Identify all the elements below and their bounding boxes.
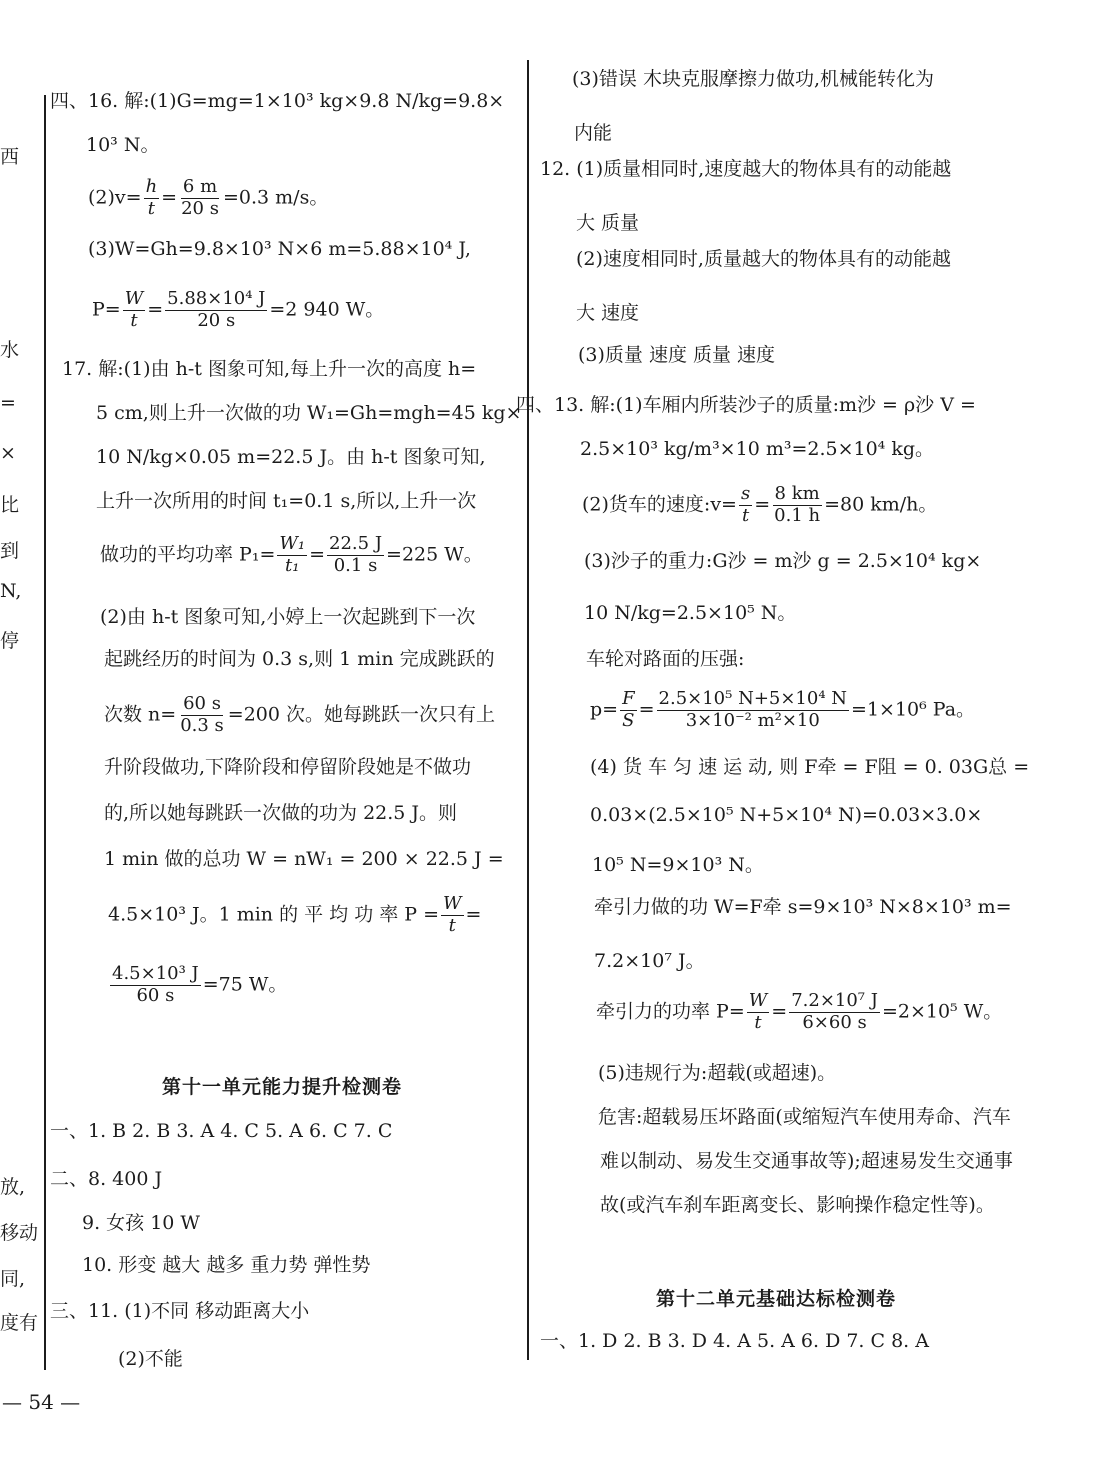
text: =1×10⁶ Pa。 — [851, 698, 976, 721]
edge-fragment: 到 — [0, 540, 20, 562]
q17-line: 10 N/kg×0.05 m=22.5 J。由 h-t 图象可知, — [96, 446, 486, 468]
text: = — [465, 903, 482, 926]
denominator: t₁ — [285, 554, 300, 576]
denominator: t — [741, 504, 750, 526]
denominator: t — [754, 1011, 762, 1033]
edge-fragment: 移动 — [0, 1222, 39, 1244]
numerator: 8 km — [774, 483, 820, 504]
text: =2×10⁵ W。 — [881, 1000, 1003, 1023]
edge-fragment: N, — [0, 580, 22, 602]
left-margin-rule — [44, 95, 46, 1370]
text: =2 940 W。 — [269, 298, 385, 321]
denominator: 0.3 s — [180, 714, 224, 736]
fraction — [739, 485, 752, 526]
edge-fragment: = — [0, 392, 16, 414]
numerator: 22.5 J — [329, 533, 383, 554]
numerator: F — [622, 688, 635, 709]
r-line: 危害:超载易压坏路面(或缩短汽车使用寿命、汽车 — [598, 1106, 1011, 1128]
fraction — [747, 992, 770, 1033]
text: 做功的平均功率 P₁= — [100, 543, 276, 566]
r-line: 四、13. 解:(1)车厢内所装沙子的质量:m沙 = ρ沙 V = — [516, 394, 976, 416]
edge-fragment: 度有 — [0, 1312, 39, 1334]
denominator: S — [622, 709, 635, 731]
q16-speed-line — [88, 178, 328, 219]
text: (2)v= — [88, 186, 142, 209]
fraction — [789, 992, 880, 1033]
text: = — [638, 698, 655, 721]
text: =200 次。她每跳跃一次只有上 — [227, 703, 496, 726]
numerator: s — [740, 483, 751, 504]
text: (2)货车的速度:v= — [582, 493, 737, 516]
unit12-title: 第十二单元基础达标检测卷 — [656, 1288, 897, 1310]
text: = — [161, 186, 178, 209]
text: = — [771, 1000, 788, 1023]
fraction — [144, 178, 160, 219]
r-speed-line — [582, 485, 937, 526]
q17-line: 1 min 做的总功 W = nW₁ = 200 × 22.5 J = — [104, 848, 504, 870]
r-line: (5)违规行为:超载(或超速)。 — [598, 1062, 837, 1084]
q17-line: 起跳经历的时间为 0.3 s,则 1 min 完成跳跃的 — [104, 648, 495, 670]
numerator: 4.5×10³ J — [112, 963, 199, 984]
text: = — [147, 298, 164, 321]
r-line: 12. (1)质量相同时,速度越大的物体具有的动能越 — [540, 158, 952, 180]
r-line: 牵引力做的功 W=F牵 s=9×10³ N×8×10³ m= — [594, 896, 1012, 918]
numerator: 5.88×10⁴ J — [167, 288, 266, 309]
r-line: 0.03×(2.5×10⁵ N+5×10⁴ N)=0.03×3.0× — [590, 804, 983, 826]
numerator: h — [145, 176, 158, 197]
r-line: 10 N/kg=2.5×10⁵ N。 — [584, 602, 797, 624]
numerator: 6 m — [182, 176, 218, 197]
q16-line: 10³ N。 — [86, 134, 160, 156]
text: P= — [92, 298, 121, 321]
numerator: 60 s — [183, 693, 221, 714]
q17-count-line — [104, 695, 495, 736]
q17-line: 的,所以她每跳跃一次做的功为 22.5 J。则 — [104, 802, 458, 824]
unit11-title: 第十一单元能力提升检测卷 — [162, 1076, 403, 1098]
numerator: W — [748, 990, 768, 1011]
edge-fragment: × — [0, 442, 16, 464]
r-line: 大 速度 — [576, 302, 640, 324]
r-line: (3)质量 速度 质量 速度 — [578, 344, 776, 366]
edge-fragment: 同, — [0, 1268, 26, 1290]
q17-line: 17. 解:(1)由 h-t 图象可知,每上升一次的高度 h= — [62, 358, 477, 380]
fraction — [165, 290, 267, 331]
denominator: t — [130, 309, 138, 331]
q17-line: (2)由 h-t 图象可知,小婷上一次起跳到下一次 — [100, 606, 476, 628]
fraction — [178, 695, 226, 736]
q17-avg-power-line — [108, 895, 481, 936]
numerator: W — [124, 288, 144, 309]
r-power-line — [596, 992, 1002, 1033]
r-line: 大 质量 — [576, 212, 640, 234]
r-line: 2.5×10³ kg/m³×10 m³=2.5×10⁴ kg。 — [580, 438, 935, 460]
fraction — [441, 895, 464, 936]
r-pressure-line — [590, 690, 975, 731]
q17-line: 5 cm,则上升一次做的功 W₁=Gh=mgh=45 kg× — [96, 402, 522, 424]
u11-answers: 一、1. B 2. B 3. A 4. C 5. A 6. C 7. C — [50, 1120, 393, 1142]
edge-fragment: 水 — [0, 339, 20, 361]
q17-result-line — [108, 965, 287, 1006]
numerator: W — [443, 893, 462, 914]
denominator: t — [448, 914, 456, 936]
denominator: 0.1 s — [333, 554, 378, 576]
edge-fragment: 放, — [0, 1176, 26, 1198]
denominator: t — [147, 197, 155, 219]
r-line: 10⁵ N=9×10³ N。 — [592, 854, 764, 876]
denominator: 60 s — [136, 984, 175, 1006]
numerator: 2.5×10⁵ N+5×10⁴ N — [658, 688, 848, 709]
r-line: (2)速度相同时,质量越大的物体具有的动能越 — [576, 248, 951, 270]
u11-answers: 9. 女孩 10 W — [82, 1212, 200, 1234]
denominator: 3×10⁻² m²×10 — [685, 709, 820, 731]
fraction — [657, 690, 850, 731]
page-number: — 54 — — [2, 1390, 81, 1414]
r-line: 车轮对路面的压强: — [586, 648, 745, 670]
u11-answers: 10. 形变 越大 越多 重力势 弹性势 — [82, 1254, 371, 1276]
column-divider-rule — [527, 60, 529, 1360]
denominator: 6×60 s — [802, 1011, 867, 1033]
r-line: (3)错误 木块克服摩擦力做功,机械能转化为 — [572, 68, 934, 90]
fraction — [123, 290, 146, 331]
text: =0.3 m/s。 — [222, 186, 329, 209]
edge-fragment: 比 — [0, 494, 20, 516]
fraction — [277, 535, 307, 576]
u11-answers: (2)不能 — [118, 1348, 183, 1370]
r-line: (3)沙子的重力:G沙 = m沙 g = 2.5×10⁴ kg× — [584, 550, 982, 572]
u11-answers: 二、8. 400 J — [50, 1168, 163, 1190]
q16-line: 四、16. 解:(1)G=mg=1×10³ kg×9.8 N/kg=9.8× — [50, 90, 505, 112]
r-line: (4) 货 车 匀 速 运 动, 则 F牵 = F阻 = 0. 03G总 = — [590, 756, 1030, 778]
denominator: 20 s — [197, 309, 236, 331]
numerator: 7.2×10⁷ J — [791, 990, 878, 1011]
fraction — [620, 690, 637, 731]
q17-line: 升阶段做功,下降阶段和停留阶段她是不做功 — [104, 756, 472, 778]
text: =80 km/h。 — [824, 493, 938, 516]
text: =75 W。 — [202, 973, 288, 996]
text: p= — [590, 698, 619, 721]
denominator: 0.1 h — [774, 504, 821, 526]
text: = — [309, 543, 326, 566]
text: = — [754, 493, 771, 516]
r-line: 难以制动、易发生交通事故等);超速易发生交通事 — [600, 1150, 1013, 1172]
fraction — [179, 178, 221, 219]
text: 次数 n= — [104, 703, 177, 726]
fraction — [327, 535, 384, 576]
q16-power-line — [92, 290, 384, 331]
r-line: 故(或汽车刹车距离变长、影响操作稳定性等)。 — [600, 1194, 995, 1216]
fraction — [110, 965, 201, 1006]
q16-line: (3)W=Gh=9.8×10³ N×6 m=5.88×10⁴ J, — [88, 238, 471, 260]
q17-line: 上升一次所用的时间 t₁=0.1 s,所以,上升一次 — [96, 490, 477, 512]
denominator: 20 s — [181, 197, 219, 219]
r-line: 7.2×10⁷ J。 — [594, 950, 705, 972]
text: 牵引力的功率 P= — [596, 1000, 745, 1023]
u12-answers: 一、1. D 2. B 3. D 4. A 5. A 6. D 7. C 8. A — [540, 1330, 929, 1352]
edge-fragment: 停 — [0, 630, 20, 652]
text: 4.5×10³ J。1 min 的 平 均 功 率 P = — [108, 903, 440, 926]
q17-power-line — [100, 535, 483, 576]
edge-fragment: 西 — [0, 146, 20, 168]
numerator: W₁ — [279, 533, 306, 554]
fraction — [772, 485, 822, 526]
u11-answers: 三、11. (1)不同 移动距离大小 — [50, 1300, 310, 1322]
text: =225 W。 — [386, 543, 483, 566]
r-line: 内能 — [574, 122, 613, 144]
